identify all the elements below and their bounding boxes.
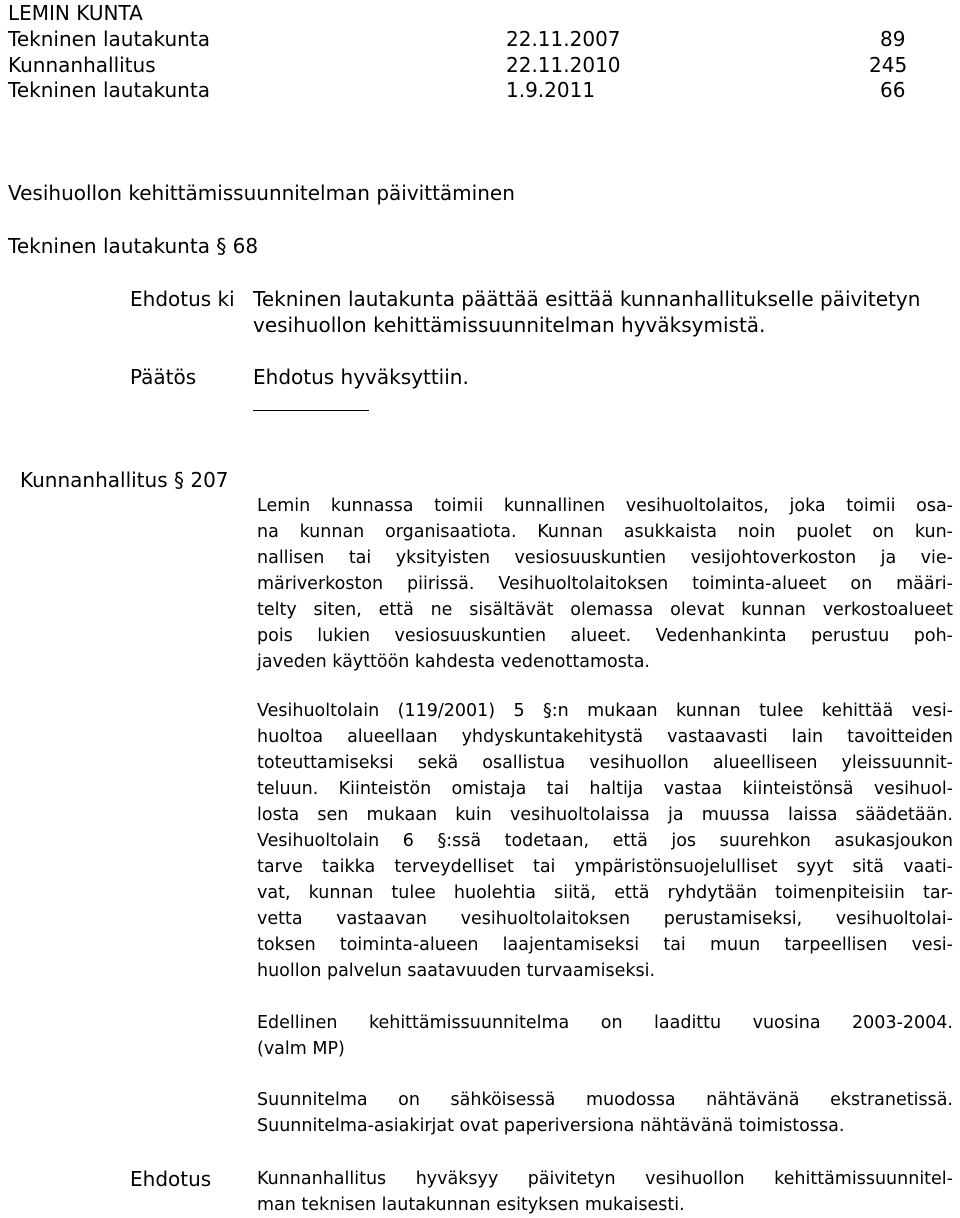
section1-decision-label: Päätös	[130, 365, 197, 389]
section-divider	[253, 410, 369, 411]
paragraph-line: vetta vastaavan vesihuoltolaitoksen perustamiseksi, vesihuoltolai-	[257, 909, 953, 929]
section2-number: 207	[190, 468, 229, 492]
paragraph-line: Vesihuoltolain 6 §:ssä todetaan, että jos suurehkon asukasjoukon	[257, 831, 953, 851]
header-row-2-date: 22.11.2010	[506, 53, 621, 77]
paragraph-line: Edellinen kehittämissuunnitelma on laadittu vuosina 2003-2004.	[257, 1013, 953, 1033]
header-row-2-number: 245	[869, 53, 908, 77]
header-row-1-body: Tekninen lautakunta	[8, 27, 210, 51]
paragraph-line: vat, kunnan tulee huolehtia siitä, että ryhdytään toimenpiteisiin tar-	[257, 883, 953, 903]
paragraph-line: huoltoa alueellaan yhdyskuntakehitystä vastaavasti lain tavoitteiden	[257, 727, 953, 747]
document-title: Vesihuollon kehittämissuunnitelman päivittäminen	[8, 181, 515, 205]
section1-heading-body: Tekninen lautakunta	[8, 234, 210, 258]
header-row-2-body: Kunnanhallitus	[8, 53, 156, 77]
paragraph-line: Suunnitelma-asiakirjat ovat paperiversiona nähtävänä toimistossa.	[257, 1116, 845, 1136]
section2-proposal-label: Ehdotus	[130, 1167, 212, 1191]
section-symbol: §	[173, 468, 184, 492]
paragraph-line: na kunnan organisaatiota. Kunnan asukkaista noin puolet on kun-	[257, 522, 953, 542]
section-symbol: §	[216, 234, 227, 258]
paragraph-line: toksen toiminta-alueen laajentamiseksi tai muun tarpeellisen vesi-	[257, 935, 953, 955]
proposal-line: Kunnanhallitus hyväksyy päivitetyn vesihuollon kehittämissuunnitel-	[257, 1169, 953, 1189]
paragraph-line: märiverkoston piirissä. Vesihuoltolaitoksen toiminta-alueet on määri-	[257, 574, 953, 594]
paragraph-line: losta sen mukaan kuin vesihuoltolaissa ja muussa laissa säädetään.	[257, 805, 953, 825]
header-row-3-body: Tekninen lautakunta	[8, 78, 210, 102]
section2-paragraph-2	[257, 698, 953, 984]
paragraph-line: toteuttamiseksi sekä osallistua vesihuollon alueelliseen yleissuunnit-	[257, 753, 953, 773]
paragraph-line: javeden käyttöön kahdesta vedenottamosta.	[257, 652, 650, 672]
paragraph-line: Suunnitelma on sähköisessä muodossa nähtävänä ekstranetissä.	[257, 1090, 953, 1110]
header-row-3-date: 1.9.2011	[506, 78, 596, 102]
section2-proposal	[257, 1166, 953, 1218]
proposal-line: man teknisen lautakunnan esityksen mukaisesti.	[257, 1195, 685, 1215]
paragraph-line: Lemin kunnassa toimii kunnallinen vesihuoltolaitos, joka toimii osa-	[257, 496, 953, 516]
paragraph-line: telty siten, että ne sisältävät olemassa olevat kunnan verkostoalueet	[257, 600, 953, 620]
paragraph-line: tarve taikka terveydelliset tai ympäristönsuojelulliset syyt sitä vaati-	[257, 857, 953, 877]
section1-number: 68	[232, 234, 259, 258]
section2-paragraph-1	[257, 493, 953, 675]
section2-heading	[20, 467, 229, 493]
paragraph-line: huollon palvelun saatavuuden turvaamiseksi.	[257, 961, 656, 981]
section1-proposal-line-2: vesihuollon kehittämissuunnitelman hyväksymistä.	[253, 313, 766, 337]
paragraph-line: teluun. Kiinteistön omistaja tai haltija vastaa kiinteistönsä vesihuol-	[257, 779, 953, 799]
header-row-1-date: 22.11.2007	[506, 27, 621, 51]
section1-decision-text: Ehdotus hyväksyttiin.	[253, 365, 469, 389]
section2-paragraph-4	[257, 1087, 953, 1139]
paragraph-line: (valm MP)	[257, 1039, 345, 1059]
paragraph-line: pois lukien vesiosuuskuntien alueet. Vedenhankinta perustuu poh-	[257, 626, 953, 646]
org-name: LEMIN KUNTA	[8, 1, 143, 25]
section2-heading-body: Kunnanhallitus	[20, 468, 168, 492]
header-row-3-number: 66	[880, 78, 906, 102]
paragraph-line: Vesihuoltolain (119/2001) 5 §:n mukaan kunnan tulee kehittää vesi-	[257, 701, 953, 721]
section2-paragraph-3	[257, 1010, 953, 1062]
paragraph-line: nallisen tai yksityisten vesiosuuskuntien vesijohtoverkoston ja vie-	[257, 548, 953, 568]
section1-heading	[8, 233, 258, 259]
header-row-1-number: 89	[880, 27, 906, 51]
section1-proposal-label: Ehdotus ki	[130, 287, 235, 311]
section1-proposal-line-1: Tekninen lautakunta päättää esittää kunnanhallitukselle päivitetyn	[253, 287, 921, 311]
